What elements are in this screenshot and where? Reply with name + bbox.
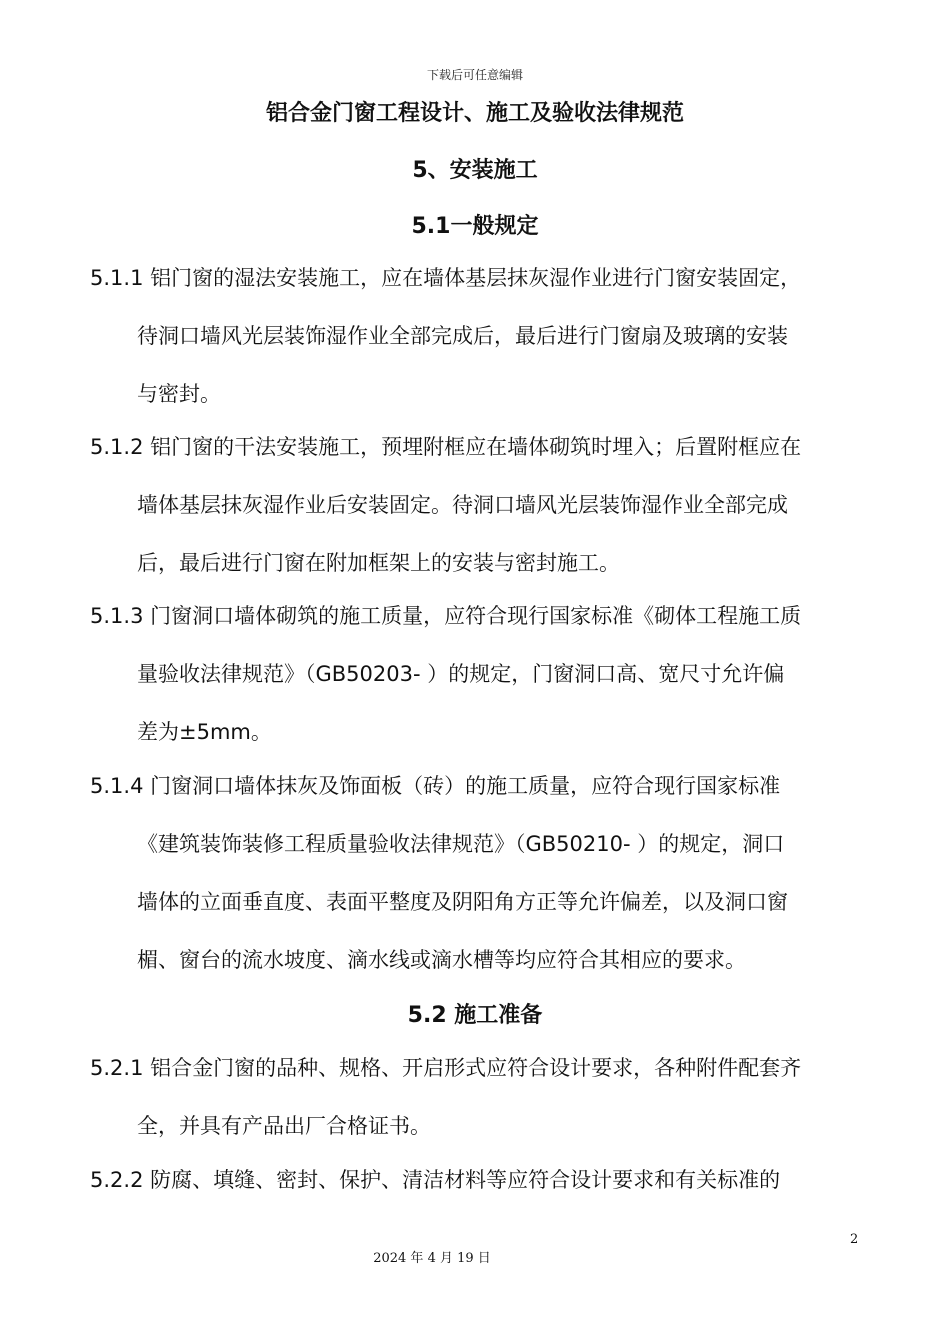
clause-5-2-1 bbox=[90, 1039, 860, 1155]
document-title: 铝合金门窗工程设计、施工及验收法律规范 bbox=[265, 101, 684, 126]
header-note: 下载后可任意编辑 bbox=[426, 68, 523, 82]
clause-line: 5.1.1 铝门窗的湿法安装施工，应在墙体基层抹灰湿作业进行门窗安装固定， bbox=[90, 266, 802, 290]
clause-line: 墙体的立面垂直度、表面平整度及阴阳角方正等允许偏差，以及洞口窗 bbox=[137, 890, 788, 914]
clause-line: 楣、窗台的流水坡度、滴水线或滴水槽等均应符合其相应的要求。 bbox=[137, 948, 746, 972]
subsection-heading-general: 5.1一般规定 bbox=[411, 214, 539, 239]
clause-line: 差为±5mm。 bbox=[137, 720, 272, 744]
clause-5-1-4 bbox=[90, 757, 860, 989]
clause-line: 全，并具有产品出厂合格证书。 bbox=[137, 1114, 431, 1138]
clause-line: 5.1.2 铝门窗的干法安装施工，预埋附框应在墙体砌筑时埋入；后置附框应在 bbox=[90, 435, 802, 459]
section-heading: 5、安装施工 bbox=[412, 158, 538, 183]
clause-line: 《建筑装饰装修工程质量验收法律规范》（GB50210- ）的规定，洞口 bbox=[137, 832, 785, 856]
clause-line: 5.1.3 门窗洞口墙体砌筑的施工质量，应符合现行国家标准《砌体工程施工质 bbox=[90, 604, 802, 628]
clause-line: 与密封。 bbox=[137, 382, 221, 406]
clause-line: 5.2.1 铝合金门窗的品种、规格、开启形式应符合设计要求，各种附件配套齐 bbox=[90, 1056, 802, 1080]
clause-line: 待洞口墙风光层装饰湿作业全部完成后，最后进行门窗扇及玻璃的安装 bbox=[137, 324, 788, 348]
subsection-heading-preparation: 5.2 施工准备 bbox=[407, 1003, 543, 1028]
clause-line: 5.2.2 防腐、填缝、密封、保护、清洁材料等应符合设计要求和有关标准的 bbox=[90, 1168, 781, 1192]
page-number: 2 bbox=[850, 1232, 859, 1247]
clause-line: 5.1.4 门窗洞口墙体抹灰及饰面板（砖）的施工质量，应符合现行国家标准 bbox=[90, 774, 781, 798]
clause-5-1-3 bbox=[90, 587, 860, 761]
clause-5-1-1 bbox=[90, 249, 860, 423]
clause-5-1-2 bbox=[90, 418, 860, 592]
clause-5-2-2 bbox=[90, 1151, 860, 1209]
clause-line: 后，最后进行门窗在附加框架上的安装与密封施工。 bbox=[137, 551, 620, 575]
clause-line: 量验收法律规范》（GB50203- ）的规定，门窗洞口高、宽尺寸允许偏 bbox=[137, 662, 785, 686]
footer-date: 2024 年 4 月 19 日 bbox=[373, 1251, 491, 1266]
clause-line: 墙体基层抹灰湿作业后安装固定。待洞口墙风光层装饰湿作业全部完成 bbox=[137, 493, 788, 517]
